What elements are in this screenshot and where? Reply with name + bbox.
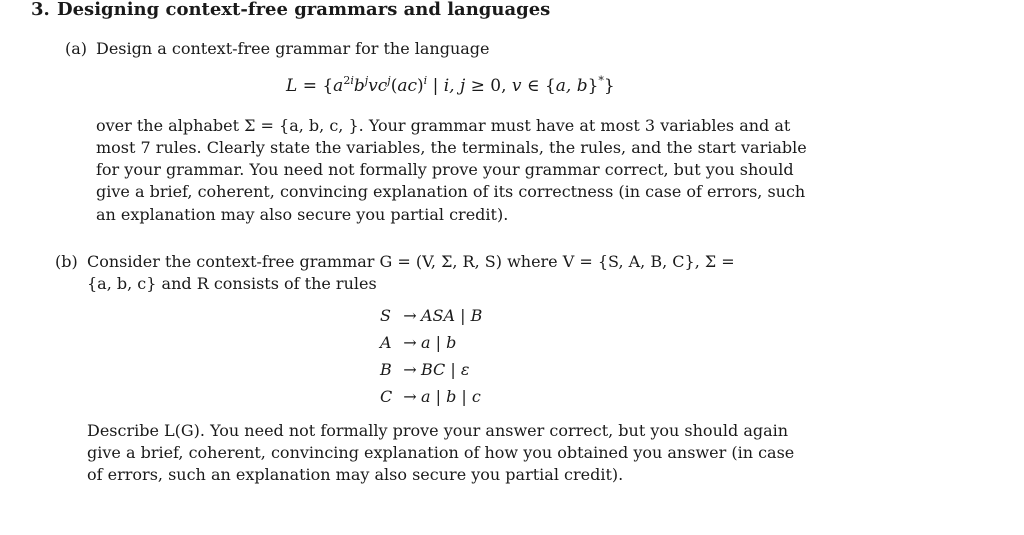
- grammar-rule-b: B → BC | ε: [380, 360, 470, 379]
- part-b-line-2: {a, b, c} and R consists of the rules: [87, 274, 377, 293]
- part-a-line-2: most 7 rules. Clearly state the variables, the terminals, the rules, and the start variable: [96, 138, 807, 157]
- problem-number: 3.: [31, 0, 50, 20]
- grammar-rule-s: S → ASA | B: [380, 306, 483, 325]
- part-a-label: (a): [65, 39, 88, 58]
- part-a-line-5: an explanation may also secure you partial credit).: [96, 205, 509, 224]
- part-b-closing-1: Describe L(G). You need not formally prove your answer correct, but you should again: [87, 421, 789, 440]
- part-b-closing-3: of errors, such an explanation may also secure you partial credit).: [87, 465, 624, 484]
- language-definition: $L = \{a^{2i}b^jvc^j(ac)^i$ | i, j ≥ 0, v ∈ {a, b}*}: [286, 74, 615, 96]
- language-definition-text: [286, 76, 287, 77]
- part-b-closing-2: give a brief, coherent, convincing explanation of how you obtained you answer (in case: [87, 443, 795, 462]
- grammar-rule-c: C → a | b | c: [380, 387, 481, 406]
- part-a-line-1: over the alphabet Σ = {a, b, c, }. Your grammar must have at most 3 variables and at: [96, 116, 791, 135]
- part-b-label: (b): [55, 252, 78, 271]
- grammar-rule-a: A → a | b: [380, 333, 457, 352]
- part-a-intro: Design a context-free grammar for the language: [96, 39, 490, 58]
- problem-title: Designing context-free grammars and languages: [57, 0, 551, 20]
- part-a-line-3: for your grammar. You need not formally prove your grammar correct, but you should: [96, 160, 794, 179]
- part-a-line-4: give a brief, coherent, convincing explanation of its correctness (in case of errors, such: [96, 182, 806, 201]
- problem-heading: [31, 0, 550, 20]
- part-b-line-1: Consider the context-free grammar G = (V, Σ, R, S) where V = {S, A, B, C}, Σ =: [87, 252, 735, 271]
